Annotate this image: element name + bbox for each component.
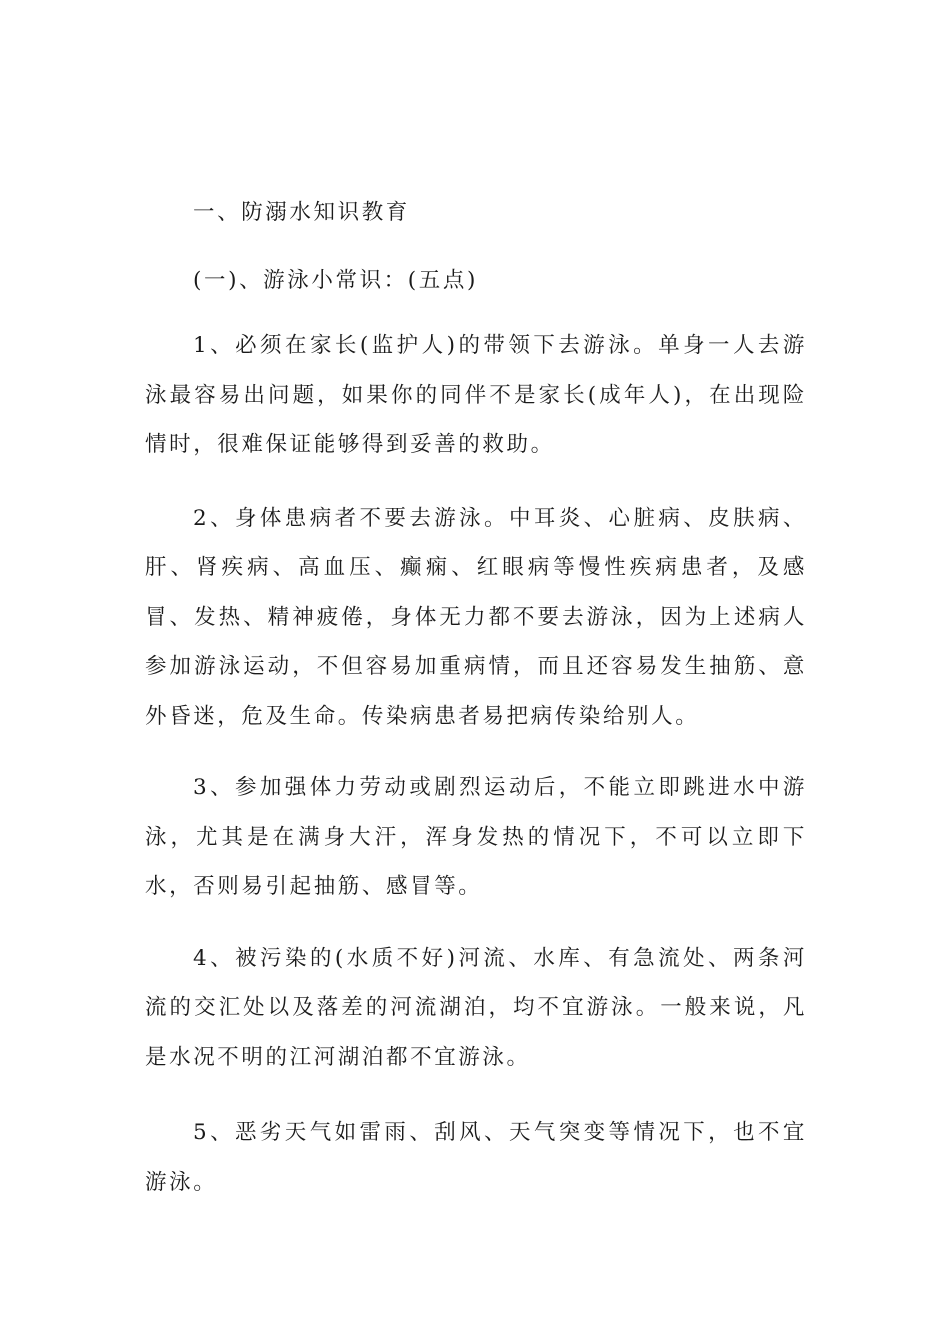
subsection-heading: (一)、游泳小常识：(五点): [193, 267, 478, 293]
paragraph-5: 5、恶劣天气如雷雨、刮风、天气突变等情况下，也不宜游泳。: [145, 1120, 807, 1195]
paragraph-2: 2、身体患病者不要去游泳。中耳炎、心脏病、皮肤病、肝、肾疾病、高血压、癫痫、红眼病等慢性疾病患者，及感冒、发热、精神疲倦，身体无力都不要去游泳，因为上述病人参加游泳运动，不但容易加重病情，而且还容易发生抽筋、意外昏迷，危及生命。传染病患者易把病传染给别人。: [145, 505, 807, 729]
paragraph-4: 4、被污染的(水质不好)河流、水库、有急流处、两条河流的交汇处以及落差的河流湖泊，均不宜游泳。一般来说，凡是水况不明的江河湖泊都不宜游泳。: [145, 945, 807, 1070]
paragraph-1: 1、必须在家长(监护人)的带领下去游泳。单身一人去游泳最容易出问题，如果你的同伴不是家长(成年人)，在出现险情时，很难保证能够得到妥善的救助。: [145, 333, 807, 457]
document-body: [145, 188, 807, 1207]
section-heading: 一、防溺水知识教育: [193, 200, 410, 225]
paragraph-3: 3、参加强体力劳动或剧烈运动后，不能立即跳进水中游泳，尤其是在满身大汗，浑身发热的情况下，不可以立即下水，否则易引起抽筋、感冒等。: [145, 775, 807, 899]
